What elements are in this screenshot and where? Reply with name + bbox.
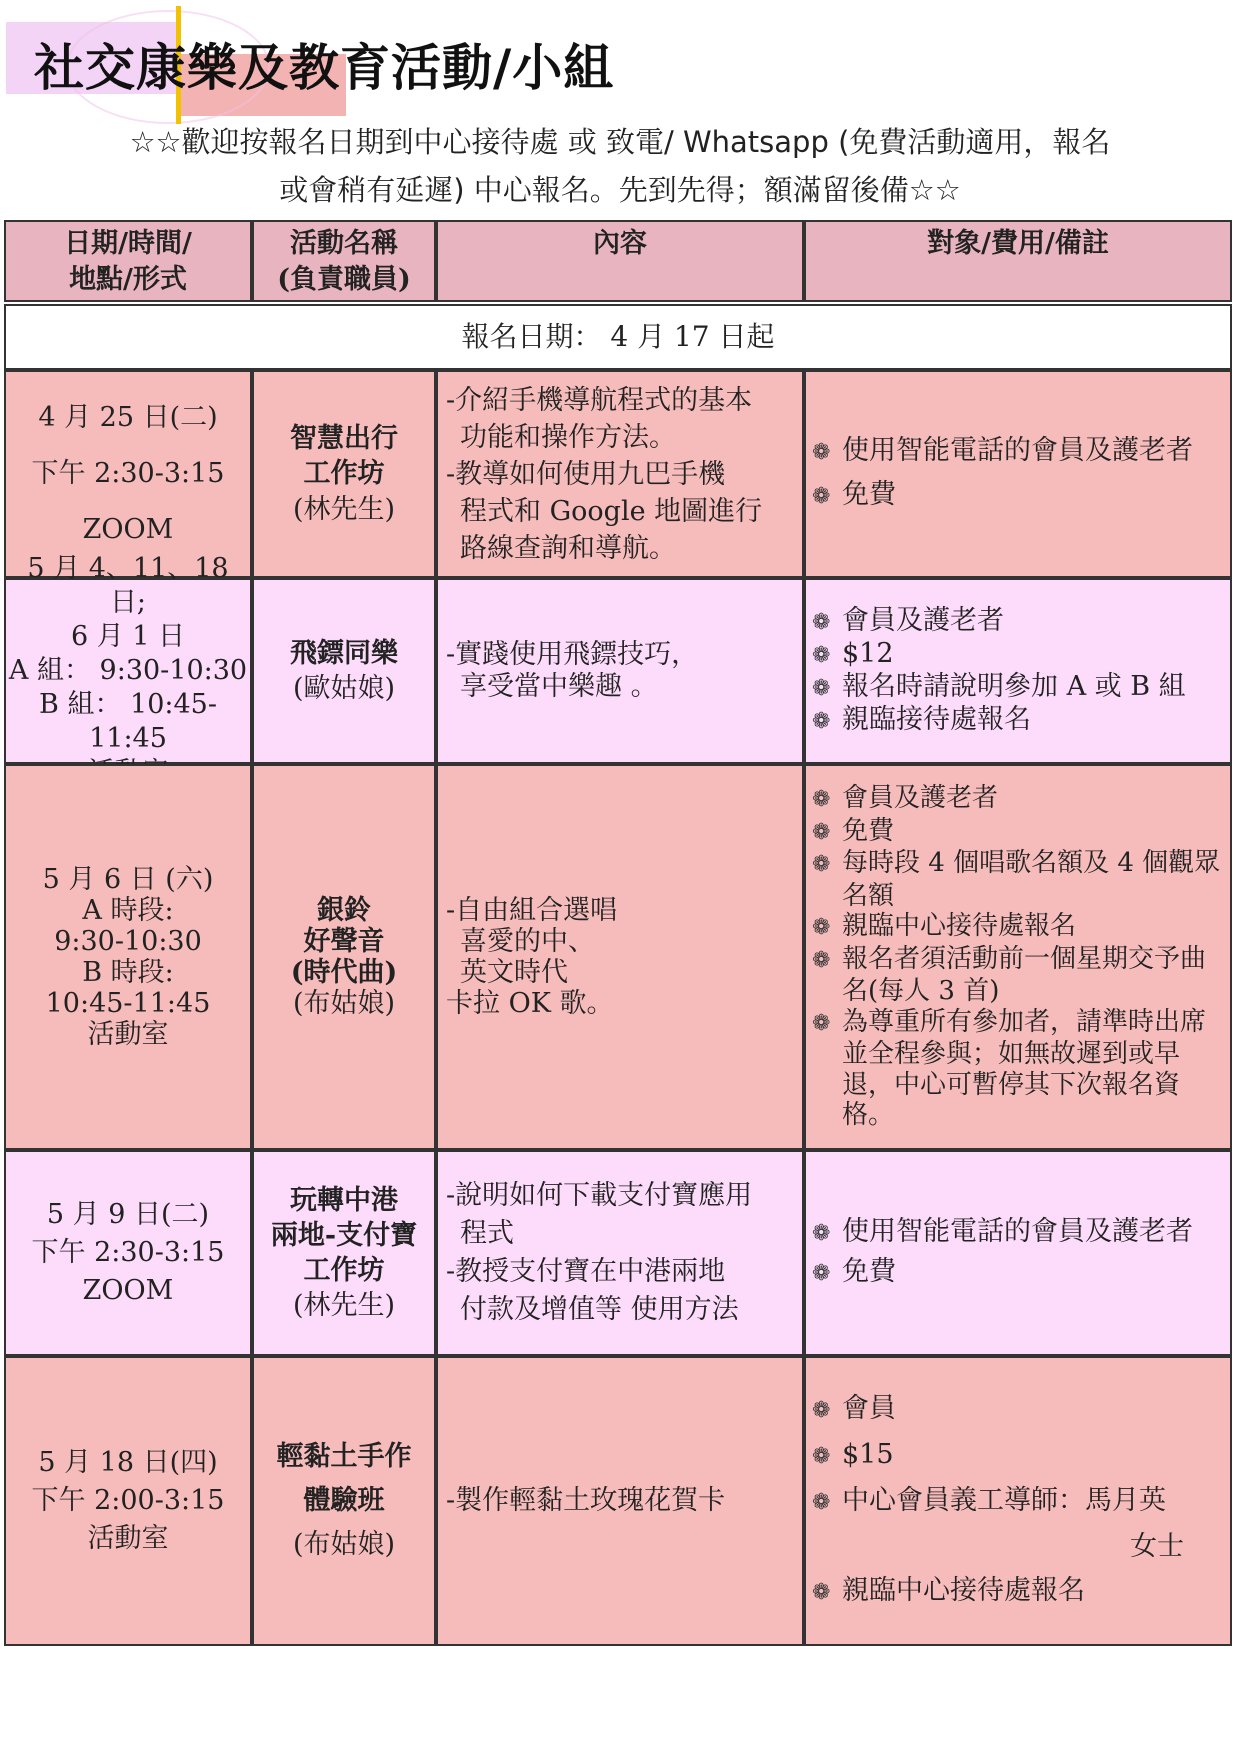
flower-bullet-icon: ❁ [812,1580,831,1605]
content-line: 程式 [460,1218,514,1249]
cell-activity [252,578,436,764]
content-line: -製作輕黏土玫瑰花賀卡 [446,1485,726,1517]
content-line: -介紹手機導航程式的基本 [446,384,753,416]
note-item [812,783,1224,816]
note-item [812,605,1224,638]
header-activity [252,220,436,302]
note-text: 為尊重所有參加者，請準時出席並全程參與；如無故遲到或早退，中心可暫停其下次報名資格。 [842,1006,1207,1131]
activity-name: 工作坊 [303,1255,385,1286]
flower-bullet-icon: ❁ [812,1261,831,1286]
date-line: B 組： 10:45-11:45 [39,689,217,754]
note-text: 親臨中心接待處報名 [842,1575,1085,1606]
cell-date [4,553,252,764]
note-text: 免費 [842,479,896,510]
activity-name: 工作坊 [303,458,385,490]
cell-date [4,764,252,1150]
date-line: ZOOM [82,1275,174,1306]
table-row [4,370,1232,578]
flower-bullet-icon: ❁ [812,1221,831,1246]
staff-name: (林先生) [292,493,396,525]
content-line: -自由組合選唱 [446,895,618,926]
note-text: 會員 [842,1393,896,1424]
flower-bullet-icon: ❁ [812,610,831,635]
header-notes: 對象/費用/備註 [804,220,1232,302]
date-line: 5 月 6 日 (六) [42,864,214,895]
activity-name: 兩地-支付寶 [270,1220,418,1251]
flower-bullet-icon: ❁ [812,1490,831,1515]
note-item [812,1433,1224,1479]
header-date [4,220,252,302]
note-item [812,671,1224,704]
flower-bullet-icon: ❁ [812,676,831,701]
date-line: 5 月 9 日(二) [46,1199,210,1230]
staff-name: (布姑娘) [292,1529,396,1560]
cell-notes [804,370,1232,578]
note-text: 報名者須活動前一個星期交予曲名(每人 3 首) [842,943,1207,1007]
date-line: 5 月 18 日(四) [38,1447,218,1478]
table-row [4,764,1232,1150]
flower-bullet-icon: ❁ [812,440,831,465]
page-title: 社交康樂及教育活動/小組 [34,39,615,97]
staff-name: (歐姑娘) [292,673,396,704]
note-item [812,430,1224,474]
content-line: 程式和 Google 地圖進行 [460,495,763,527]
content-line: 卡拉 OK 歌。 [446,988,614,1019]
table-header [4,220,1232,302]
flower-bullet-icon: ❁ [812,819,831,845]
activity-name: 智慧出行 [290,423,398,455]
registration-intro [20,118,1220,214]
flower-bullet-icon: ❁ [812,484,831,509]
registration-date-row [4,304,1232,370]
flower-bullet-icon: ❁ [812,1010,831,1036]
note-item [812,848,1224,911]
activity-name: 玩轉中港 [290,1185,398,1216]
date-line: A 組： 9:30-10:30 [8,655,248,686]
cell-activity [252,1150,436,1356]
note-text: 免費 [842,815,895,846]
intro-line: 或會稍有延遲) 中心報名。先到先得；額滿留後備☆☆ [279,173,961,207]
note-item [812,1007,1224,1131]
header-content: 內容 [436,220,804,302]
activity-name: 銀鈴 [317,895,371,926]
date-line: ZOOM [82,514,174,545]
content-line: 功能和操作方法。 [460,421,676,453]
date-line: 下午 2:30-3:15 [31,458,225,489]
cell-date [4,1356,252,1646]
cell-content [436,1150,804,1356]
note-item [812,944,1224,1007]
content-line: 喜愛的中、 [460,926,595,957]
note-item [812,911,1224,944]
cell-notes [804,764,1232,1150]
note-text: 中心會員義工導師：馬月英 [842,1485,1166,1516]
activity-name: 飛鏢同樂 [290,637,398,669]
note-item [812,1387,1224,1433]
flower-bullet-icon: ❁ [812,915,831,941]
table-row [4,1150,1232,1356]
cell-notes [804,1356,1232,1646]
cell-content [436,764,804,1150]
note-text: $15 [842,1439,894,1470]
date-line: 下午 2:30-3:15 [31,1237,225,1268]
note-text: 使用智能電話的會員及護老者 [842,435,1193,466]
date-line: 活動室 [87,1523,169,1554]
flower-bullet-icon: ❁ [812,947,831,973]
flower-bullet-icon: ❁ [812,787,831,813]
note-item [812,474,1224,518]
header-text: 活動名稱 [290,228,398,259]
activity-name: 好聲音 [303,926,385,957]
date-line: A 時段: [82,895,174,926]
note-text: 使用智能電話的會員及護老者 [842,1216,1193,1247]
content-line: -實踐使用飛鏢技巧， [446,639,699,670]
table-row [4,553,1232,764]
cell-activity [252,1356,436,1646]
note-text: 免費 [842,1256,896,1287]
note-text: 親臨中心接待處報名 [842,911,1077,942]
content-line: 享受當中樂趣 。 [460,671,658,702]
note-item [812,816,1224,849]
date-line: 下午 2:00-3:15 [31,1485,225,1516]
note-text: 報名時請說明參加 A 或 B 組 [842,671,1186,702]
date-line: 4 月 25 日(二) [38,402,218,433]
note-text: 女士 [1130,1531,1184,1562]
header-text: (負責職員) [277,264,411,295]
note-item [812,638,1224,671]
table-row [4,1356,1232,1646]
note-item [812,1569,1224,1615]
cell-content [436,1356,804,1646]
note-item [812,1253,1224,1293]
note-text: 會員及護老者 [842,605,1004,636]
flower-bullet-icon: ❁ [812,1398,831,1423]
flower-bullet-icon: ❁ [812,643,831,668]
date-line: 10:45-11:45 [45,988,211,1019]
date-line: 9:30-10:30 [54,926,202,957]
title-banner [6,6,706,126]
content-line: 付款及增值等 使用方法 [460,1294,739,1325]
content-line: -教導如何使用九巴手機 [446,458,726,490]
intro-line: ☆☆歡迎按報名日期到中心接待處 或 致電/ Whatsapp (免費活動適用，報名 [129,125,1111,159]
cell-content [436,578,804,764]
note-text: $12 [842,638,894,669]
staff-name: (布姑娘) [292,988,396,1019]
cell-date [4,370,252,578]
cell-notes [804,1150,1232,1356]
flower-bullet-icon: ❁ [812,1444,831,1469]
cell-date [4,1150,252,1356]
content-line: -教授支付寶在中港兩地 [446,1256,726,1287]
note-text: 每時段 4 個唱歌名額及 4 個觀眾名額 [842,848,1221,911]
activity-name: 輕黏土手作 [276,1441,412,1472]
activity-name: 體驗班 [303,1485,385,1516]
header-text: 地點/形式 [69,264,187,295]
cell-activity [252,764,436,1150]
date-line: B 時段: [82,957,174,988]
date-line: 5 月 4、11、18 日; [27,553,229,618]
registration-date: 報名日期： 4 月 17 日起 [4,304,1232,370]
content-line: 路線查詢和導航。 [460,532,676,564]
cell-content [436,370,804,578]
date-line: 6 月 1 日 [70,621,186,652]
flower-bullet-icon: ❁ [812,709,831,734]
note-item [812,704,1224,737]
note-text: 親臨接待處報名 [842,704,1031,735]
cell-activity [252,370,436,578]
note-text: 會員及護老者 [842,783,999,814]
content-line: 英文時代 [460,957,568,988]
cell-notes [804,578,1232,764]
date-line: 活動室 [87,1019,169,1050]
content-line: -說明如何下載支付寶應用 [446,1180,753,1211]
activity-name: (時代曲) [290,957,398,988]
header-text: 日期/時間/ [64,228,192,259]
note-item [812,1213,1224,1253]
staff-name: (林先生) [292,1290,396,1321]
flower-bullet-icon: ❁ [812,852,831,878]
note-item [812,1479,1224,1525]
